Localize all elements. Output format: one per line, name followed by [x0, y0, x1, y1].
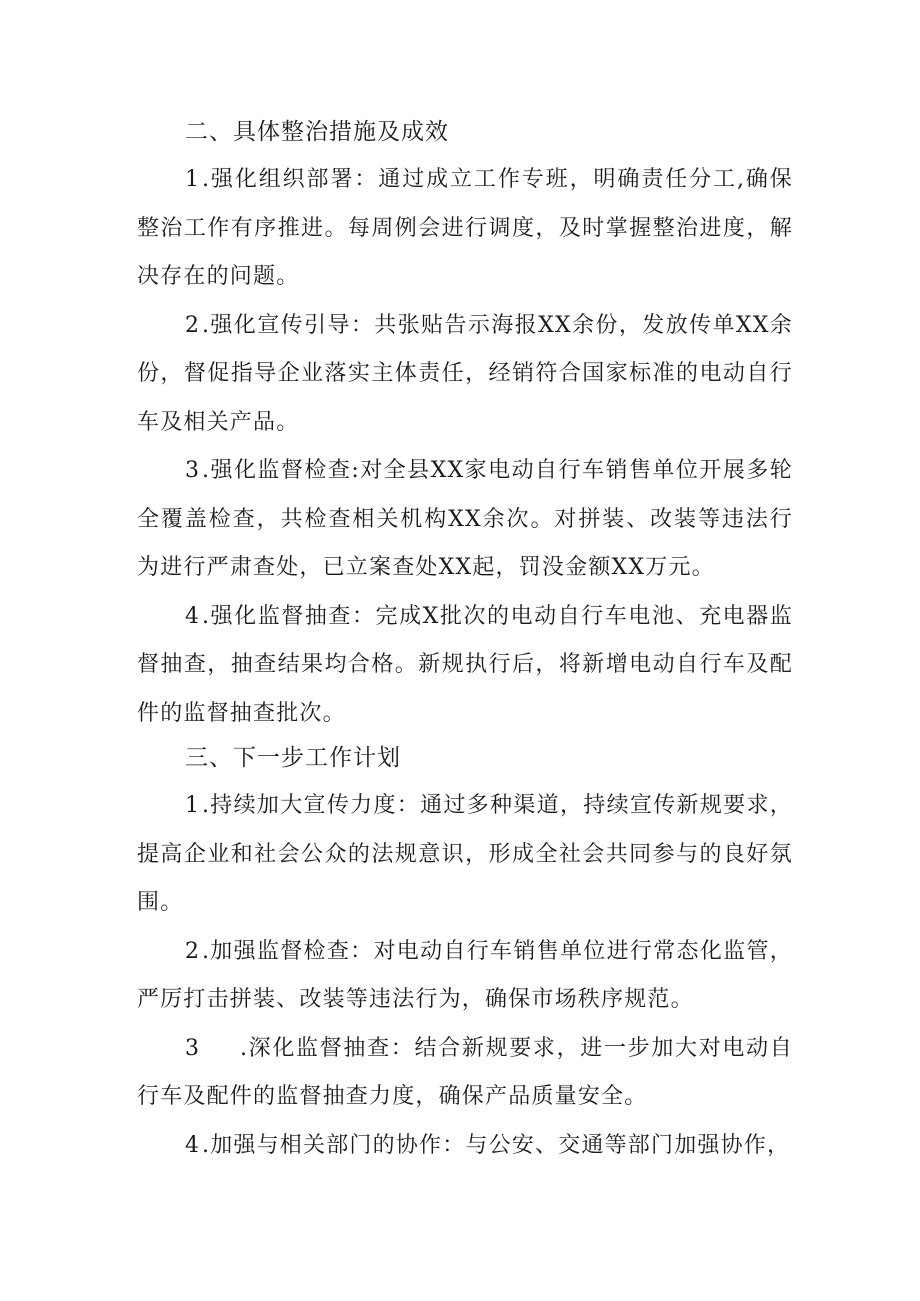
item-text: .持续加大宣传力度：通过多种渠道，持续宣传新规要求，提高企业和社会公众的法规意识，形成全社会共同参与的良好氛围。 [137, 793, 793, 915]
item-number: 2 [185, 312, 202, 338]
paragraph-plan-1 [137, 782, 793, 928]
item-text: .加强监督检查：对电动自行车销售单位进行常态化监管，严厉打击拼装、改装等违法行为，确保市场秩序规范。 [137, 938, 793, 1012]
paragraph-measure-2 [137, 302, 793, 448]
item-text: .深化监督抽查：结合新规要求，进一步加大对电动自行车及配件的监督抽查力度，确保产品质量安全。 [137, 1035, 793, 1109]
section-heading-measures: 二、具体整治措施及成效 [185, 119, 449, 145]
item-text: .加强与相关部门的协作：与公安、交通等部门加强协作， [202, 1132, 791, 1158]
paragraph-plan-2 [137, 928, 793, 1025]
item-number: 3 [185, 458, 202, 483]
item-number: 3 [185, 1035, 202, 1061]
paragraph-measure-1 [137, 156, 793, 302]
item-text: .强化监督抽查：完成X批次的电动自行车电池、充电器监督抽查，抽查结果均合格。新规执行后，将新增电动自行车及配件的监督抽查批次。 [137, 603, 793, 726]
section-heading-next-steps: 三、下一步工作计划 [185, 745, 401, 771]
paragraph-plan-3 [137, 1025, 793, 1122]
item-number: 4 [185, 1132, 202, 1158]
paragraph-measure-3 [137, 447, 793, 593]
document-body [137, 112, 793, 1170]
item-number: 2 [185, 938, 202, 964]
paragraph-measure-4 [137, 593, 793, 739]
item-number: 1 [185, 793, 202, 818]
paragraph-plan-4 [137, 1122, 793, 1171]
item-text: .强化宣传引导：共张贴告示海报XX余份，发放传单XX余份，督促指导企业落实主体责任，经销符合国家标准的电动自行车及相关产品。 [137, 312, 793, 435]
item-text: .强化监督检查:对全县XX家电动自行车销售单位开展多轮全覆盖检查，共检查相关机构XX余次。对拼装、改装等违法行为进行严肃查处，已立案查处XX起，罚没金额XX万元。 [137, 458, 793, 580]
item-text: .强化组织部署：通过成立工作专班，明确责任分工,确保整治工作有序推进。每周例会进行调度，及时掌握整治进度，解决存在的问题。 [137, 167, 793, 289]
item-number: 4 [185, 603, 202, 629]
item-number: 1 [185, 167, 202, 192]
